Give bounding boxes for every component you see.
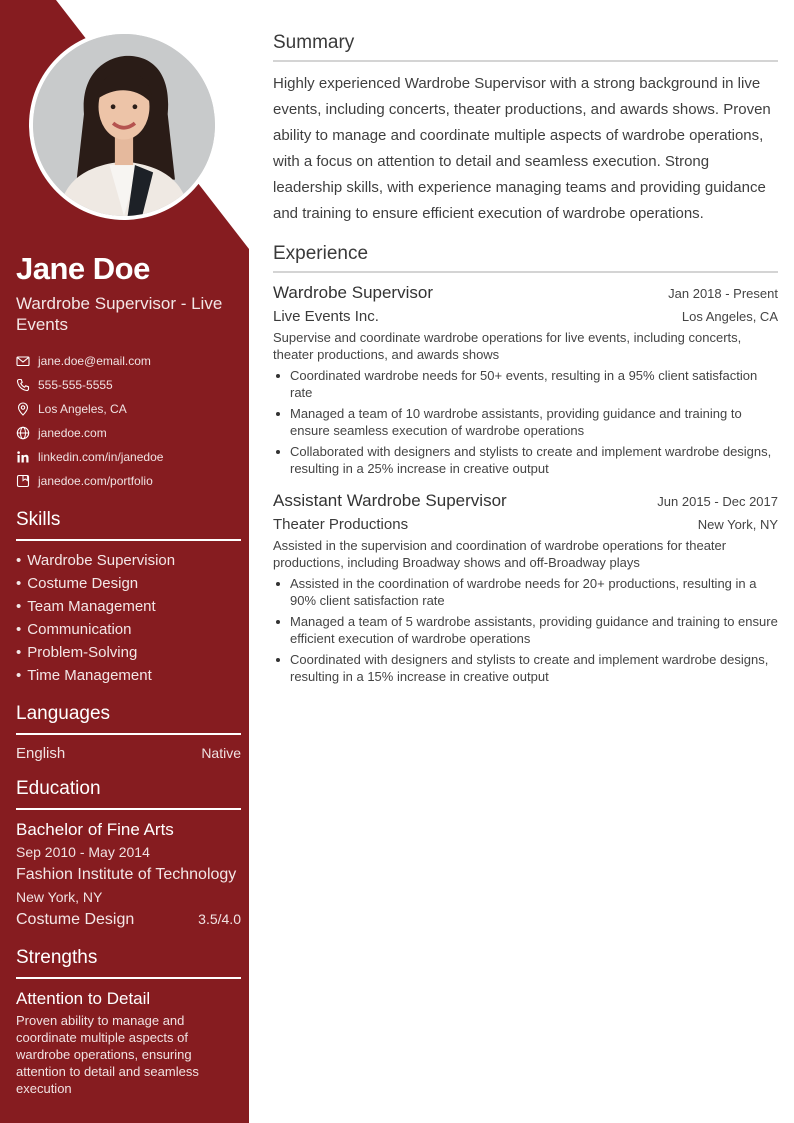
education-gpa: 3.5/4.0 [198, 911, 241, 927]
skill-item: • Costume Design [16, 572, 241, 595]
education-field-row [16, 908, 241, 931]
location-icon [16, 402, 30, 416]
skills-list [16, 549, 241, 687]
job-bullet: Assisted in the coordination of wardrobe needs for 20+ productions, resulting in a 90% client satisfaction rate [273, 575, 778, 609]
contact-location [16, 397, 241, 421]
globe-icon [16, 426, 30, 440]
job-bullet: Collaborated with designers and stylists to create and implement wardrobe designs, resulting in a 25% increase in creative output [273, 443, 778, 477]
linkedin-icon [16, 450, 30, 464]
skill-item: • Team Management [16, 595, 241, 618]
experience-title: Experience [273, 241, 778, 273]
language-level: Native [201, 745, 241, 761]
profile-photo-frame [29, 30, 219, 220]
contact-website-text: janedoe.com [38, 426, 107, 440]
education-section [16, 776, 241, 931]
job-description: Assisted in the supervision and coordination of wardrobe operations for theater productions, including Broadway shows and off-Broadway plays [273, 538, 727, 570]
contact-phone[interactable] [16, 373, 241, 397]
contact-email[interactable] [16, 349, 241, 373]
strength-description: Proven ability to manage and coordinate multiple aspects of wardrobe operations, ensuring attention to detail and seamless execution [16, 1013, 199, 1096]
skill-item: • Problem-Solving [16, 641, 241, 664]
contact-portfolio-text: janedoe.com/portfolio [38, 474, 153, 488]
contact-location-text: Los Angeles, CA [38, 402, 127, 416]
job-title: Wardrobe Supervisor [273, 283, 433, 302]
experience-entry [273, 281, 778, 477]
skills-section [16, 507, 241, 687]
contact-linkedin-text: linkedin.com/in/janedoe [38, 450, 164, 464]
strengths-title: Strengths [16, 945, 241, 979]
job-description: Supervise and coordinate wardrobe operations for live events, including concerts, theater productions, and awards shows [273, 330, 742, 362]
education-entry [16, 818, 241, 931]
job-dates: Jun 2015 - Dec 2017 [657, 494, 778, 509]
strength-title: Attention to Detail [16, 989, 151, 1008]
contact-email-text: jane.doe@email.com [38, 354, 151, 368]
job-bullet: Coordinated with designers and stylists to create and implement wardrobe designs, resulting in a 15% increase in creative output [273, 651, 778, 685]
job-bullets [273, 367, 778, 477]
job-location: New York, NY [697, 517, 778, 532]
sidebar-content [16, 250, 241, 1097]
portfolio-icon [16, 474, 30, 488]
profile-photo [33, 34, 215, 216]
summary-text: Highly experienced Wardrobe Supervisor with a strong background in live events, including concerts, theater productions, and awards shows. Proven ability to manage and coordinate multiple aspects of wardrobe operations, with a focus on attention to detail and seamless execution. Strong leadership skills, with experience managing teams and providing guidance and training to ensure efficient execution of wardrobe operations. [273, 75, 771, 222]
job-dates: Jan 2018 - Present [668, 286, 778, 301]
education-location: New York, NY [16, 889, 103, 905]
candidate-role: Wardrobe Supervisor - Live Events [16, 294, 223, 334]
contact-portfolio[interactable] [16, 469, 241, 493]
summary-section [273, 30, 778, 227]
education-school: Fashion Institute of Technology [16, 866, 237, 883]
contact-list [16, 349, 241, 493]
languages-title: Languages [16, 701, 241, 735]
skill-item: • Wardrobe Supervision [16, 549, 241, 572]
candidate-name: Jane Doe [16, 251, 150, 286]
language-item [16, 745, 241, 762]
job-company: Live Events Inc. [273, 308, 379, 325]
language-name: English [16, 745, 66, 762]
job-bullets [273, 575, 778, 685]
experience-section [273, 241, 778, 685]
phone-icon [16, 378, 30, 392]
contact-phone-text: 555-555-5555 [38, 378, 113, 392]
contact-website[interactable] [16, 421, 241, 445]
job-bullet: Managed a team of 5 wardrobe assistants, providing guidance and training to ensure efficient execution of wardrobe operations [273, 613, 778, 647]
main-content [273, 30, 778, 689]
skill-item: • Time Management [16, 664, 241, 687]
job-company: Theater Productions [273, 516, 409, 533]
education-title: Education [16, 776, 241, 810]
job-title: Assistant Wardrobe Supervisor [273, 491, 507, 510]
education-dates: Sep 2010 - May 2014 [16, 844, 150, 860]
education-field: Costume Design [16, 911, 135, 928]
summary-title: Summary [273, 30, 778, 62]
strengths-section [16, 945, 241, 1097]
email-icon [16, 354, 30, 368]
job-bullet: Managed a team of 10 wardrobe assistants, providing guidance and training to ensure seamless execution of wardrobe operations [273, 405, 778, 439]
education-degree: Bachelor of Fine Arts [16, 820, 174, 839]
languages-section [16, 701, 241, 762]
job-location: Los Angeles, CA [681, 309, 778, 324]
experience-entry [273, 489, 778, 685]
skill-item: • Communication [16, 618, 241, 641]
job-bullet: Coordinated wardrobe needs for 50+ events, resulting in a 95% client satisfaction rate [273, 367, 778, 401]
skills-title: Skills [16, 507, 241, 541]
contact-linkedin[interactable] [16, 445, 241, 469]
